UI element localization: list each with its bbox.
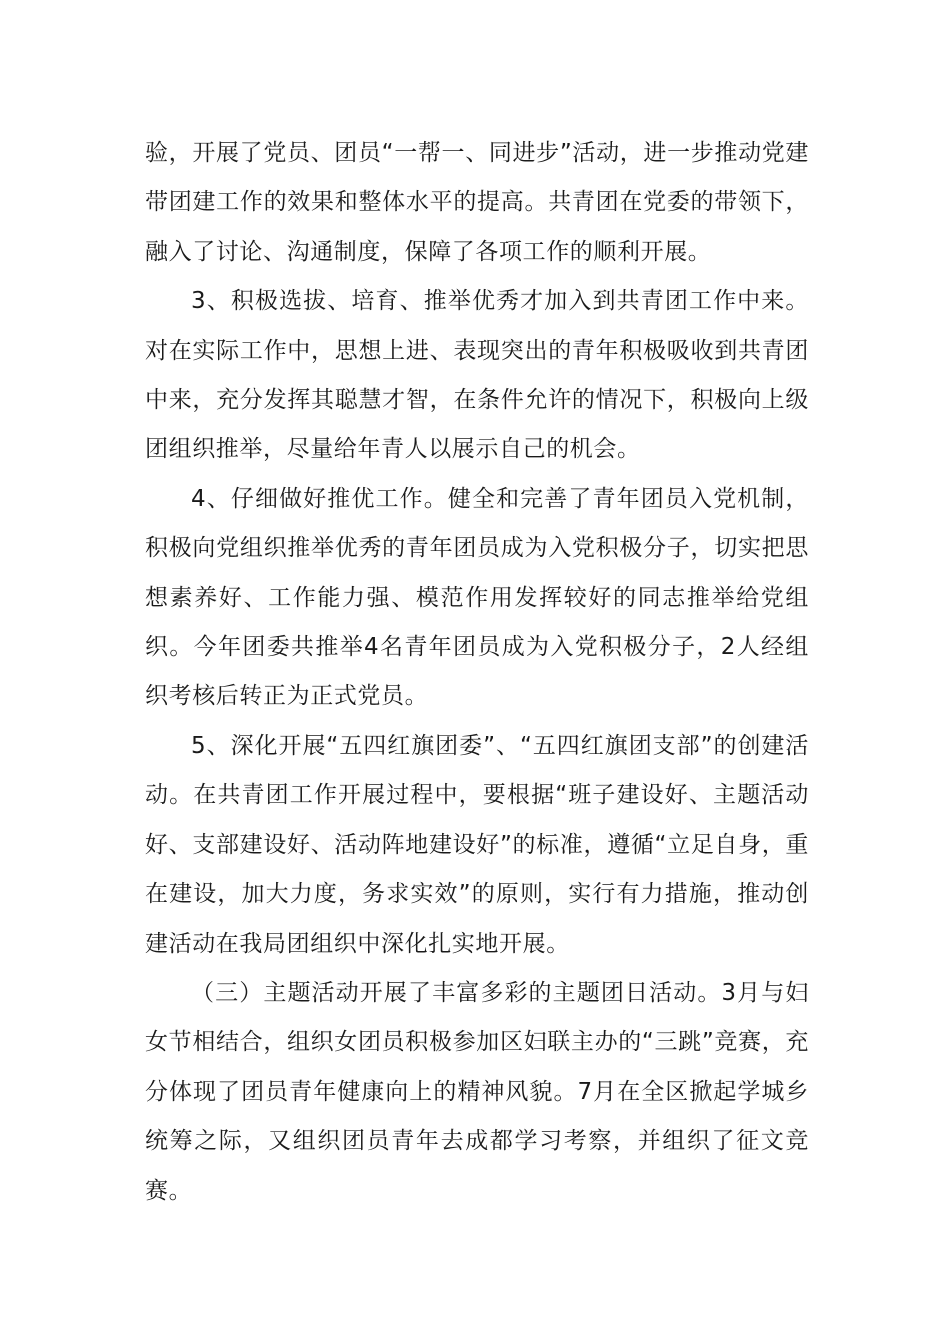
paragraph-item-5: 5、深化开展“五四红旗团委”、“五四红旗团支部”的创建活动。在共青团工作开展过程中，要根据“班子建设好、主题活动好、支部建设好、活动阵地建设好”的标准，遵循“立足自身，重在建设，加大力度，务求实效”的原则，实行有力措施，推动创建活动在我局团组织中深化扎实地开展。 — [145, 732, 809, 957]
paragraph-item-3: 3、积极选拔、培育、推举优秀才加入到共青团工作中来。对在实际工作中，思想上进、表现突出的青年积极吸收到共青团中来，充分发挥其聪慧才智，在条件允许的情况下，积极向上级团组织推举，尽量给年青人以展示自己的机会。 — [145, 288, 809, 463]
document-body — [145, 129, 809, 1216]
paragraph-continuation: 验，开展了党员、团员“一帮一、同进步”活动，进一步推动党建带团建工作的效果和整体水平的提高。共青团在党委的带领下，融入了讨论、沟通制度，保障了各项工作的顺利开展。 — [145, 140, 809, 265]
paragraph-section-3: （三）主题活动开展了丰富多彩的主题团日活动。3月与妇女节相结合，组织女团员积极参加区妇联主办的“三跳”竞赛，充分体现了团员青年健康向上的精神风貌。7月在全区掀起学城乡统筹之际，又组织团员青年去成都学习考察，并组织了征文竞赛。 — [145, 979, 809, 1204]
paragraph-item-4: 4、仔细做好推优工作。健全和完善了青年团员入党机制，积极向党组织推举优秀的青年团员成为入党积极分子，切实把思想素养好、工作能力强、模范作用发挥较好的同志推举给党组织。今年团委共推举4名青年团员成为入党积极分子，2人经组织考核后转正为正式党员。 — [145, 485, 809, 710]
